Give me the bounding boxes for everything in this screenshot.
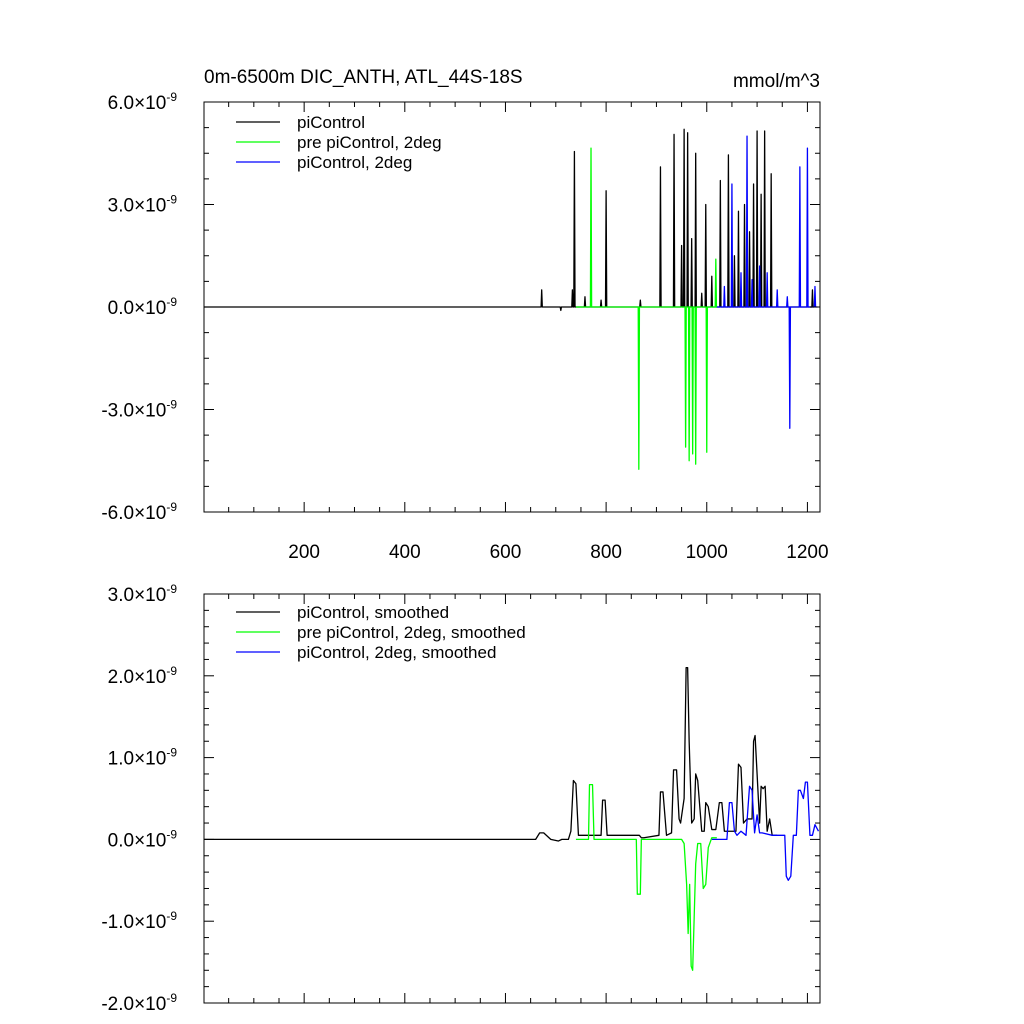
- top-series-line-0: [204, 129, 813, 310]
- top-legend: [236, 113, 442, 172]
- top-legend-label: piControl, 2deg: [297, 153, 413, 172]
- top-x-tick-label: 600: [489, 542, 522, 563]
- bottom-y-tick-label: $3.0\times 10^{-9}$: [107, 582, 177, 606]
- chart-top-panel: [101, 67, 828, 563]
- bottom-legend-label: piControl, smoothed: [297, 603, 450, 622]
- top-x-tick-label: 400: [388, 542, 421, 563]
- top-x-tick-label: 800: [590, 542, 622, 563]
- chart-title: 0m-6500m DIC_ANTH, ATL_44S-18S: [204, 67, 523, 88]
- bottom-y-tick-label: $1.0\times 10^{-9}$: [107, 745, 177, 770]
- top-y-tick-label: $3.0\times 10^{-9}$: [107, 192, 177, 217]
- top-legend-label: piControl: [297, 113, 366, 132]
- bottom-plot-area: [204, 668, 818, 971]
- bottom-y-tick-label: $0.0\times 10^{-9}$: [107, 827, 177, 852]
- top-x-tick-label: 1000: [685, 542, 728, 563]
- top-plot-area: [204, 129, 817, 469]
- top-legend-label: pre piControl, 2deg: [297, 133, 442, 152]
- top-y-tick-label: $-6.0\times 10^{-9}$: [101, 500, 177, 524]
- top-series-line-2: [717, 136, 818, 428]
- top-y-tick-label: $0.0\times 10^{-9}$: [107, 295, 177, 319]
- bottom-legend-label: pre piControl, 2deg, smoothed: [297, 623, 526, 642]
- bottom-y-tick-label: $-2.0\times 10^{-9}$: [101, 991, 177, 1015]
- bottom-series-line-1: [576, 785, 717, 971]
- top-y-tick-label: $6.0\times 10^{-9}$: [107, 90, 177, 114]
- top-x-tick-label: 1200: [786, 542, 829, 563]
- top-x-tick-label: 200: [288, 542, 321, 563]
- top-y-tick-label: $-3.0\times 10^{-9}$: [101, 397, 177, 422]
- chart-bottom-panel: [101, 582, 820, 1015]
- top-axes: [101, 90, 828, 563]
- bottom-y-tick-label: $-1.0\times 10^{-9}$: [101, 909, 177, 934]
- units-label: mmol/m^3: [732, 71, 820, 92]
- bottom-series-line-0: [204, 668, 777, 841]
- bottom-legend: [236, 603, 526, 662]
- bottom-legend-label: piControl, 2deg, smoothed: [297, 643, 497, 662]
- bottom-y-tick-label: $2.0\times 10^{-9}$: [107, 663, 177, 688]
